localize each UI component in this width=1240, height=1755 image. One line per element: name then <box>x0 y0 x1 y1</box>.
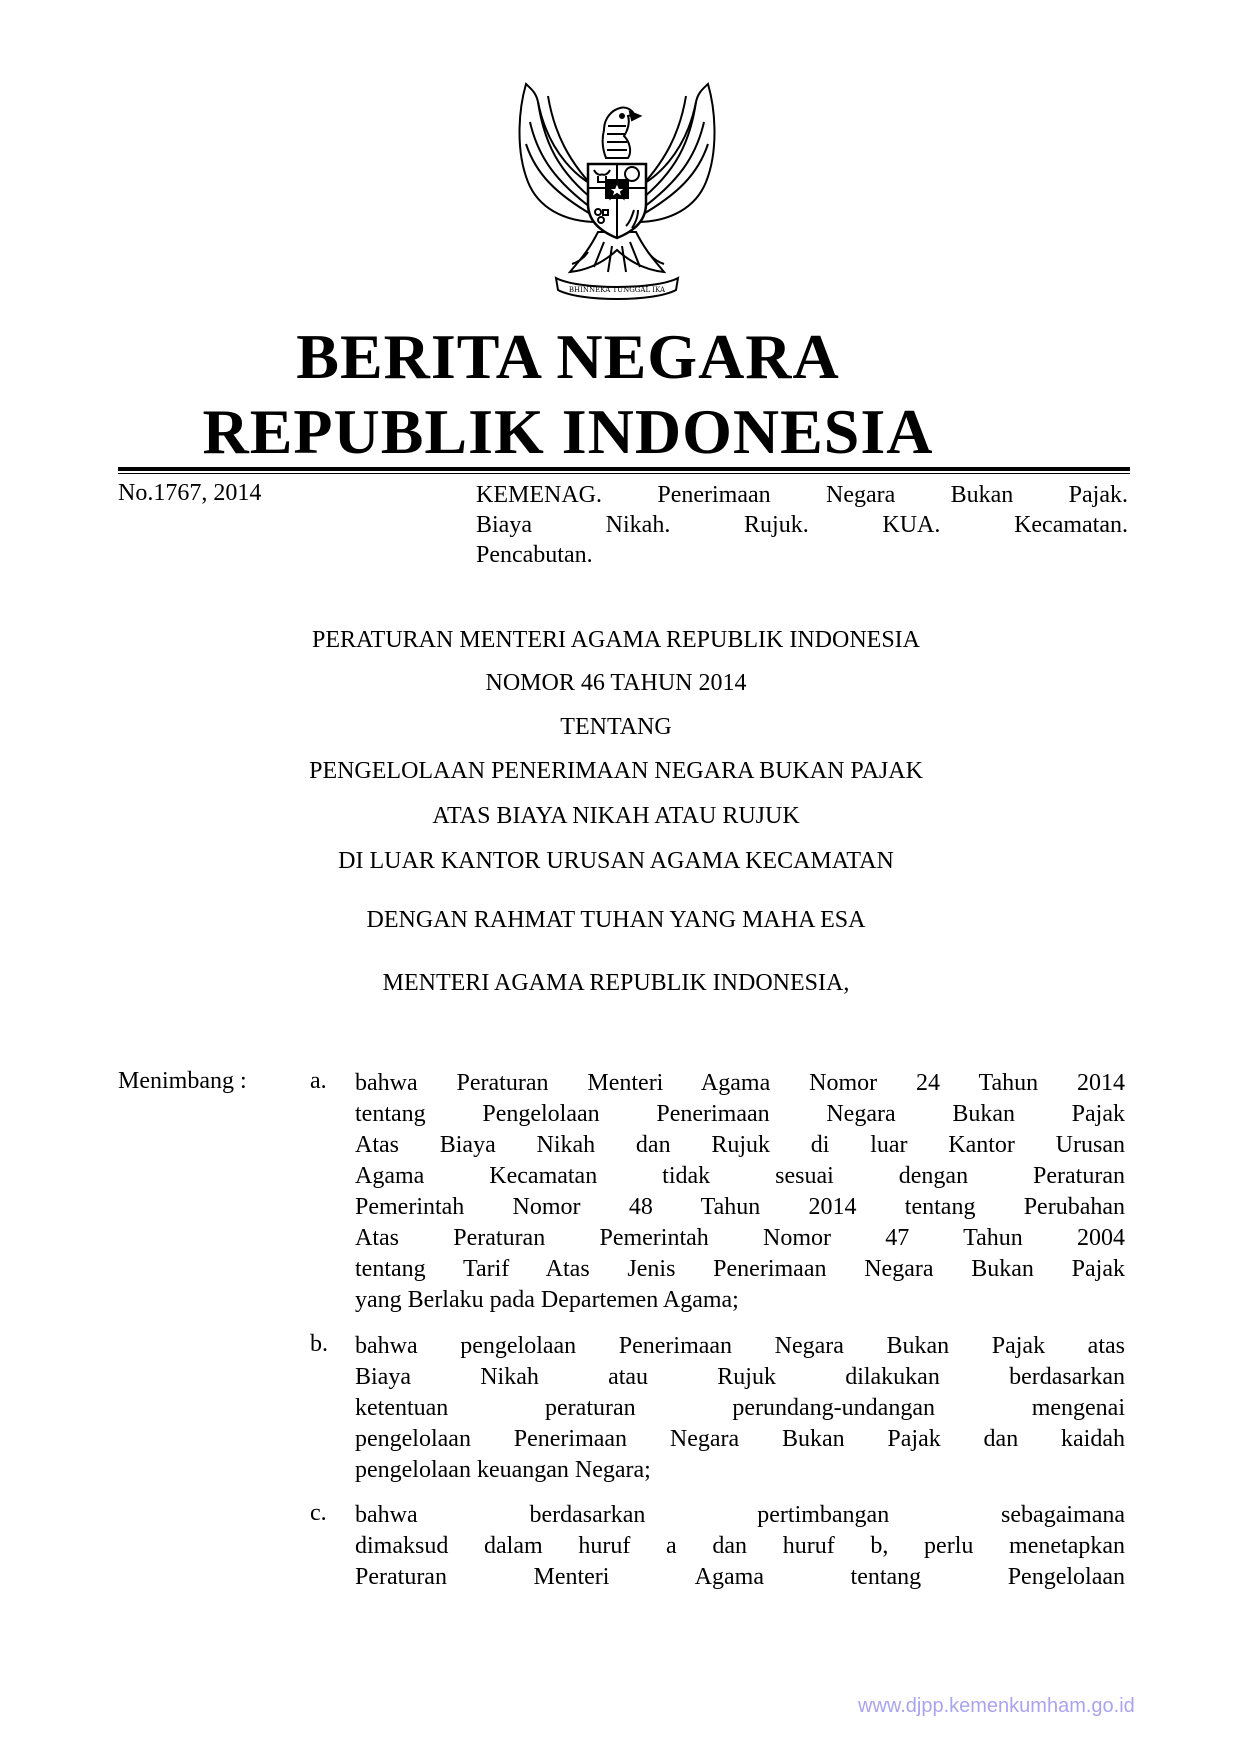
regulation-tentang: TENTANG <box>560 714 672 740</box>
item-line: bahwa pengelolaan Penerimaan Negara Bukan Pajak atas <box>355 1333 1125 1359</box>
regulation-title: PERATURAN MENTERI AGAMA REPUBLIK INDONESIA <box>311 627 920 653</box>
source-watermark: www.djpp.kemenkumham.go.id <box>858 1695 1135 1717</box>
subject-line: KEMENAG. Penerimaan Negara Bukan Pajak. <box>476 482 1128 508</box>
considering-item-b <box>355 1331 1125 1486</box>
masthead-line1: BERITA NEGARA <box>296 321 840 392</box>
subject-line: Biaya Nikah. Rujuk. KUA. Kecamatan. <box>476 512 1128 538</box>
garuda-emblem <box>508 82 726 304</box>
item-line: pengelolaan Penerimaan Negara Bukan Pajak dan kaidah <box>355 1426 1125 1452</box>
subject-line: Pencabutan. <box>476 542 593 568</box>
gazette-number: No.1767, 2014 <box>118 480 262 506</box>
item-line: yang Berlaku pada Departemen Agama; <box>355 1287 739 1313</box>
regulation-subject-line: DI LUAR KANTOR URUSAN AGAMA KECAMATAN <box>338 848 894 874</box>
header-rule-thick <box>118 467 1130 471</box>
item-line: Atas Peraturan Pemerintah Nomor 47 Tahun 2004 <box>355 1225 1125 1251</box>
item-letter: a. <box>310 1068 327 1094</box>
gazette-subject <box>476 480 1128 570</box>
item-letter: c. <box>310 1500 327 1526</box>
item-line: tentang Pengelolaan Penerimaan Negara Bukan Pajak <box>355 1101 1125 1127</box>
item-line: Atas Biaya Nikah dan Rujuk di luar Kantor Urusan <box>355 1132 1125 1158</box>
item-line: pengelolaan keuangan Negara; <box>355 1457 651 1483</box>
considering-item-c <box>355 1500 1125 1593</box>
considering-item-a <box>355 1068 1125 1316</box>
item-line: Pemerintah Nomor 48 Tahun 2014 tentang Perubahan <box>355 1194 1125 1220</box>
regulation-subject-line: ATAS BIAYA NIKAH ATAU RUJUK <box>432 803 800 829</box>
item-line: ketentuan peraturan perundang-undangan mengenai <box>355 1395 1125 1421</box>
item-line: Biaya Nikah atau Rujuk dilakukan berdasarkan <box>355 1364 1125 1390</box>
regulation-number: NOMOR 46 TAHUN 2014 <box>485 670 747 696</box>
item-line: Agama Kecamatan tidak sesuai dengan Peraturan <box>355 1163 1125 1189</box>
invocation: DENGAN RAHMAT TUHAN YANG MAHA ESA <box>366 907 866 933</box>
motto-text: BHINNEKA TUNGGAL IKA <box>568 286 666 294</box>
considering-label: Menimbang : <box>118 1068 247 1094</box>
item-line: bahwa Peraturan Menteri Agama Nomor 24 Tahun 2014 <box>355 1070 1125 1096</box>
item-line: tentang Tarif Atas Jenis Penerimaan Negara Bukan Pajak <box>355 1256 1125 1282</box>
regulation-subject-line: PENGELOLAAN PENERIMAAN NEGARA BUKAN PAJAK <box>309 758 923 784</box>
item-line: bahwa berdasarkan pertimbangan sebagaimana <box>355 1502 1125 1528</box>
item-line: Peraturan Menteri Agama tentang Pengelolaan <box>355 1564 1125 1590</box>
masthead-line2: REPUBLIK INDONESIA <box>202 396 934 467</box>
header-rule-thin <box>118 473 1130 474</box>
issuer: MENTERI AGAMA REPUBLIK INDONESIA, <box>382 970 850 996</box>
item-letter: b. <box>310 1331 328 1357</box>
item-line: dimaksud dalam huruf a dan huruf b, perlu menetapkan <box>355 1533 1125 1559</box>
